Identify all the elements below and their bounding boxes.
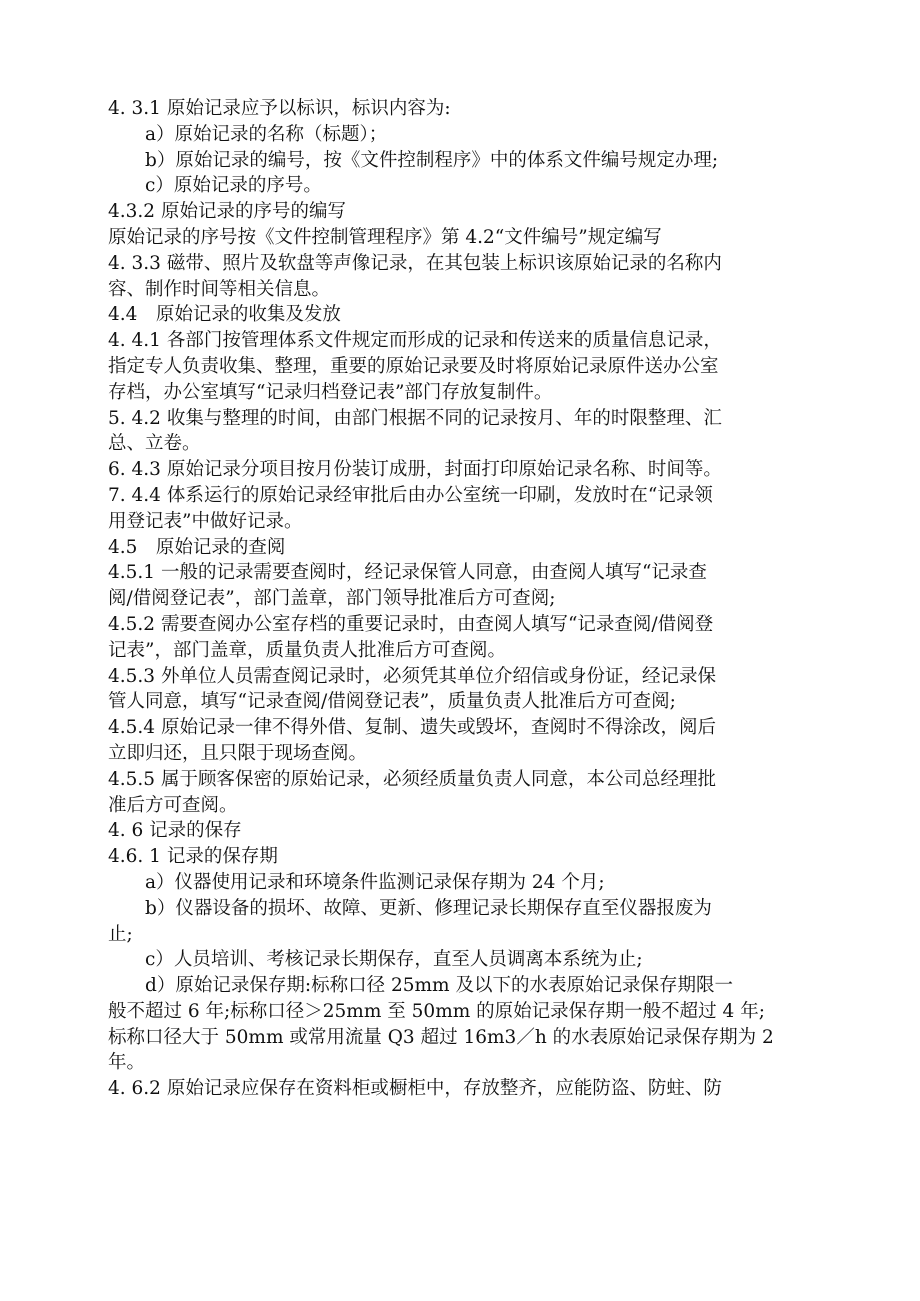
text-line: 4.5.1 一般的记录需要查阅时，经记录保管人同意，由查阅人填写“记录查 [108,562,707,584]
text-line: 止; [108,923,133,945]
text-line: a）原始记录的名称（标题）； [145,123,388,145]
text-line: 4.5.4 原始记录一律不得外借、复制、遗失或毁坏，查阅时不得涂改，阅后 [108,717,716,739]
text-line: 4.4 原始记录的收集及发放 [108,304,341,326]
text-line: b）原始记录的编号，按《文件控制程序》中的体系文件编号规定办理; [145,149,719,171]
text-line: 4.5 原始记录的查阅 [108,536,286,558]
text-line: 准后方可查阅。 [108,794,238,816]
text-line: 指定专人负责收集、整理，重要的原始记录要及时将原始记录原件送办公室 [108,355,719,377]
text-line: 记表”，部门盖章，质量负责人批准后方可查阅。 [108,639,506,661]
text-line: 6. 4.3 原始记录分项目按月份装订成册，封面打印原始记录名称、时间等。 [108,459,722,481]
text-line: 阅/借阅登记表”，部门盖章，部门领导批准后方可查阅; [108,588,556,610]
text-line: 4.6. 1 记录的保存期 [108,846,278,868]
text-line: 标称口径大于 50mm 或常用流量 Q3 超过 16m3／h 的水表原始记录保存期为 2 [108,1026,774,1048]
text-line: 年。 [108,1052,146,1074]
text-line: c）原始记录的序号。 [145,175,322,197]
text-line: 4.3.2 原始记录的序号的编写 [108,201,346,223]
text-line: 4. 3.3 磁带、照片及软盘等声像记录，在其包装上标识该原始记录的名称内 [108,252,722,274]
text-line: c）人员培训、考核记录长期保存，直至人员调离本系统为止; [145,949,643,971]
text-line: 原始记录的序号按《文件控制管理程序》第 4.2“文件编号”规定编写 [108,226,662,248]
text-line: 总、立卷。 [108,433,201,455]
text-line: 4. 6 记录的保存 [108,820,242,842]
text-line: 4. 6.2 原始记录应保存在资料柜或橱柜中，存放整齐，应能防盗、防蛀、防 [108,1078,722,1100]
text-line: 4.5.2 需要查阅办公室存档的重要记录时，由查阅人填写“记录查阅/借阅登 [108,613,714,635]
text-line: 般不超过 6 年;标称口径＞25mm 至 50mm 的原始记录保存期一般不超过 4 年; [108,1000,765,1022]
text-line: d）原始记录保存期:标称口径 25mm 及以下的水表原始记录保存期限一 [145,975,733,997]
text-line: 管人同意，填写“记录查阅/借阅登记表”，质量负责人批准后方可查阅; [108,691,676,713]
text-line: 5. 4.2 收集与整理的时间，由部门根据不同的记录按月、年的时限整理、汇 [108,407,722,429]
text-line: 容、制作时间等相关信息。 [108,278,331,300]
text-line: 4.5.3 外单位人员需查阅记录时，必须凭其单位介绍信或身份证，经记录保 [108,665,716,687]
text-line: 4.5.5 属于顾客保密的原始记录，必须经质量负责人同意，本公司总经理批 [108,768,716,790]
text-line: 存档，办公室填写“记录归档登记表”部门存放复制件。 [108,381,553,403]
text-line: a）仪器使用记录和环境条件监测记录保存期为 24 个月; [145,871,605,893]
text-line: 4. 3.1 原始记录应予以标识，标识内容为: [108,98,451,119]
text-line: 立即归还，且只限于现场查阅。 [108,742,368,764]
text-line: b）仪器设备的损坏、故障、更新、修理记录长期保存直至仪器报废为 [145,897,712,919]
text-line: 7. 4.4 体系运行的原始记录经审批后由办公室统一印刷，发放时在“记录领 [108,484,713,506]
text-line: 用登记表”中做好记录。 [108,510,303,532]
text-line: 4. 4.1 各部门按管理体系文件规定而形成的记录和传送来的质量信息记录， [108,330,722,352]
document-body [108,96,838,1102]
